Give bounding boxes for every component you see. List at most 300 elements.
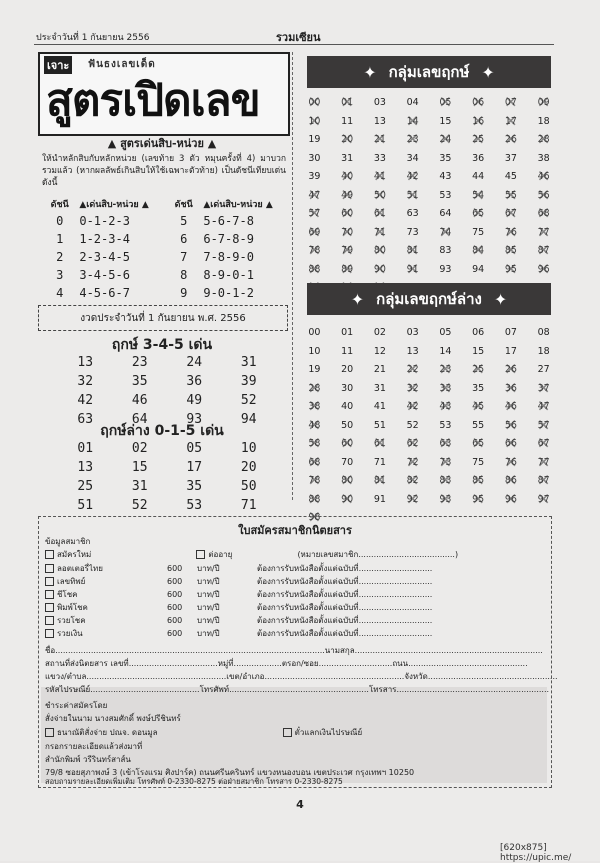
- crossed-number-cell: 60 ✕: [331, 205, 364, 224]
- sparkle-icon: ✦: [481, 62, 495, 82]
- issue-date: ประจำวันที่ 1 กันยายน 2556: [36, 33, 150, 43]
- number-cell: 13: [77, 460, 94, 475]
- index-header: ดัชนี: [50, 200, 69, 210]
- subscription-name: ลอตเตอรี่ไทย: [57, 564, 103, 573]
- crossed-number-cell: 67 ✕: [527, 435, 560, 454]
- formula-row: [40, 230, 288, 248]
- postal-field[interactable]: รหัสไปรษณีย์...........................................โทรศัพท์.......................................................โทรสาร............................................................: [45, 685, 550, 694]
- formula-value: 1-2-3-4: [79, 232, 130, 246]
- crossed-number-cell: 17 ✕: [495, 113, 528, 132]
- number-cell: 31: [373, 382, 386, 394]
- number-cell: 03: [373, 97, 386, 108]
- crossed-number-cell: 21 ✕: [364, 131, 397, 150]
- number-cell: 14: [439, 345, 452, 357]
- crossed-number-cell: 93 ✕: [429, 491, 462, 510]
- number-cell: 20: [240, 460, 257, 475]
- crossed-number-cell: 96 ✕: [495, 491, 528, 510]
- crossed-number-cell: 86 ✕: [495, 472, 528, 491]
- subscription-price: 600: [167, 564, 183, 573]
- crossed-number-cell: 24 ✕: [429, 131, 462, 150]
- crossed-number-cell: 47 ✕: [298, 187, 331, 206]
- crossed-number-cell: 79 ✕: [331, 242, 364, 261]
- formula-value: 8-9-0-1: [203, 268, 254, 282]
- member-info-label: ข้อมูลสมาชิก: [45, 537, 91, 546]
- number-cell: 53: [439, 419, 452, 431]
- crossed-number-cell: 71 ✕: [364, 224, 397, 243]
- crossed-number-cell: 80 ✕: [331, 472, 364, 491]
- office-address: 79/8 ซอยสุภาพงษ์ 3 (เข้าโรงแรม ศิงปาร์ค) ถนนศรีนครินทร์ แขวงหนองบอน เขตประเวศ กรุงเทพฯ 10250: [45, 768, 415, 777]
- crossed-number-cell: 32 ✕: [396, 380, 429, 399]
- index-header: ดัชนี: [174, 200, 193, 210]
- crossed-number-cell: 48 ✕: [298, 417, 331, 436]
- title-box: [38, 52, 290, 136]
- number-cell: 37: [504, 152, 517, 164]
- crossed-number-cell: 22 ✕: [396, 361, 429, 380]
- number-cell: 43: [439, 171, 452, 182]
- title-prefix: เจาะ: [44, 56, 72, 74]
- crossed-number-cell: 89 ✕: [331, 261, 364, 280]
- number-cell: 02: [373, 327, 386, 338]
- subscription-row[interactable]: [45, 627, 543, 640]
- renew-label: ต่ออายุ: [208, 550, 233, 559]
- number-cell: 02: [131, 441, 148, 456]
- number-cell: 35: [439, 152, 452, 164]
- number-cell: 51: [77, 498, 94, 513]
- formula-index: 8: [180, 268, 188, 282]
- crossed-number-cell: 91 ✕: [396, 261, 429, 280]
- draw-date-box: [38, 305, 288, 331]
- number-cell: 36: [186, 374, 203, 389]
- lerk-lang-heading: ฤกษ์ล่าง 0-1-5 เด่น: [100, 423, 224, 439]
- number-cell: 93: [439, 263, 452, 275]
- crossed-number-cell: 98 ✕: [298, 509, 331, 528]
- sparkle-icon: ✦: [350, 289, 365, 309]
- formula-index: 6: [180, 232, 188, 246]
- group-bottom-banner: [307, 283, 551, 315]
- crossed-number-cell: 36 ✕: [495, 380, 528, 399]
- money-order-checkbox[interactable]: [45, 728, 54, 737]
- district-field[interactable]: แขวง/ตำบล.......................................................เขต/อำเภอ.......................................................จังหวัด...................................................: [45, 672, 558, 681]
- sparkle-icon: ✦: [363, 62, 377, 82]
- crossed-number-cell: 45 ✕: [462, 398, 495, 417]
- crossed-number-cell: 60 ✕: [331, 435, 364, 454]
- number-cell: 33: [373, 152, 386, 164]
- formula-row: [40, 248, 288, 266]
- crossed-number-cell: 87 ✕: [527, 242, 560, 261]
- number-cell: 31: [240, 355, 257, 370]
- number-cell: 13: [77, 355, 94, 370]
- number-cell: 05: [439, 327, 452, 338]
- number-cell: 83: [439, 245, 452, 256]
- crossed-number-cell: 43 ✕: [429, 398, 462, 417]
- renew-checkbox[interactable]: [196, 550, 205, 559]
- main-title: สูตรเปิดเลข: [46, 75, 260, 126]
- payment-label: ชำระค่าสมัครโดย: [45, 701, 108, 710]
- crossed-number-cell: 88 ✕: [298, 491, 331, 510]
- crossed-number-cell: 78 ✕: [298, 472, 331, 491]
- number-cell: 32: [77, 374, 94, 389]
- formula-value: 5-6-7-8: [203, 214, 254, 228]
- number-cell: 12: [373, 345, 386, 357]
- formula-heading: ▲ สูตรเด่นสิบ-หน่วย ▲: [107, 137, 217, 150]
- number-cell: 31: [131, 479, 148, 494]
- number-cell: 63: [77, 412, 94, 427]
- crossed-number-cell: 38 ✕: [298, 398, 331, 417]
- number-cell: 39: [308, 171, 321, 182]
- crossed-number-cell: 77 ✕: [527, 224, 560, 243]
- subscription-row[interactable]: [45, 601, 543, 614]
- crossed-number-cell: 70 ✕: [331, 224, 364, 243]
- number-cell: 52: [406, 419, 419, 431]
- title-top-text: ฟันธงเลขเด็ด: [88, 59, 156, 70]
- crossed-number-cell: 61 ✕: [364, 435, 397, 454]
- number-cell: 64: [131, 412, 148, 427]
- subscription-price: 600: [167, 590, 183, 599]
- crossed-number-cell: 74 ✕: [429, 224, 462, 243]
- subscription-price: 600: [167, 616, 183, 625]
- number-cell: 24: [186, 355, 203, 370]
- subscription-note: ต้องการรับหนังสือตั้งแต่ฉบับที่.............................: [257, 590, 433, 599]
- crossed-number-cell: 97 ✕: [527, 491, 560, 510]
- crossed-number-cell: 78 ✕: [298, 242, 331, 261]
- number-cell: 20: [341, 364, 354, 375]
- formula-index: 0: [56, 214, 64, 228]
- number-cell: 35: [131, 374, 148, 389]
- number-cell: 13: [373, 115, 386, 127]
- number-cell: 19: [308, 364, 321, 375]
- office-name: สำนักพิมพ์ วรีรินทร์สาส์น: [45, 755, 131, 764]
- formula-value: 0-1-2-3: [79, 214, 130, 228]
- crossed-number-cell: 06 ✕: [462, 94, 495, 113]
- number-cell: 44: [472, 171, 485, 182]
- subscription-note: ต้องการรับหนังสือตั้งแต่ฉบับที่.............................: [257, 629, 433, 638]
- crossed-number-cell: 47 ✕: [527, 398, 560, 417]
- crossed-number-cell: 58 ✕: [298, 435, 331, 454]
- crossed-number-cell: 81 ✕: [364, 472, 397, 491]
- crossed-number-cell: 41 ✕: [364, 168, 397, 187]
- header-rule: [34, 44, 554, 45]
- subscription-note: ต้องการรับหนังสือตั้งแต่ฉบับที่.............................: [257, 577, 433, 586]
- formula-value: 7-8-9-0: [203, 250, 254, 264]
- crossed-number-cell: 56 ✕: [527, 187, 560, 206]
- formula-row: [40, 266, 288, 284]
- crossed-number-cell: 76 ✕: [495, 454, 528, 473]
- postal-draft-checkbox[interactable]: [283, 728, 292, 737]
- crossed-number-cell: 85 ✕: [462, 472, 495, 491]
- number-cell: 94: [472, 263, 485, 275]
- crossed-number-cell: 57 ✕: [527, 417, 560, 436]
- crossed-number-cell: 46 ✕: [495, 398, 528, 417]
- crossed-number-cell: 88 ✕: [298, 261, 331, 280]
- sparkle-icon: ✦: [493, 289, 508, 309]
- formula-value: 3-4-5-6: [79, 268, 130, 282]
- number-cell: 41: [373, 401, 386, 412]
- subscription-price: 600: [167, 577, 183, 586]
- number-cell: 08: [537, 327, 550, 338]
- subscription-name: รวยเงิน: [57, 629, 83, 638]
- crossed-number-cell: 96 ✕: [527, 261, 560, 280]
- subscription-note: ต้องการรับหนังสือตั้งแต่ฉบับที่.............................: [257, 616, 433, 625]
- brand-logo: รวมเซียน: [276, 31, 321, 44]
- address-field[interactable]: สถานที่ส่งนิตยสาร เลขที่...................................หมู่ที่...................ตรอก/ซอย.............................ถนน...............................................: [45, 659, 528, 668]
- subscription-unit: บาท/ปี: [197, 629, 220, 638]
- number-cell: 36: [472, 152, 485, 164]
- number-cell: 51: [373, 419, 386, 431]
- crossed-number-cell: 63 ✕: [429, 435, 462, 454]
- subscription-checkbox[interactable]: [45, 564, 54, 573]
- crossed-number-cell: 01 ✕: [331, 94, 364, 113]
- formula-index: 7: [180, 250, 188, 264]
- number-cell: 38: [537, 152, 550, 164]
- crossed-number-cell: 26 ✕: [495, 131, 528, 150]
- subscription-row[interactable]: [45, 614, 543, 627]
- form-title: ใบสมัครสมาชิกนิตยสาร: [238, 524, 352, 537]
- formula-value: 4-5-6-7: [79, 286, 130, 300]
- formula-index: 3: [56, 268, 64, 282]
- formula-index: 4: [56, 286, 64, 300]
- number-cell: 30: [308, 152, 321, 164]
- number-cell: 25: [77, 479, 94, 494]
- number-cell: 18: [537, 345, 550, 357]
- number-cell: 49: [186, 393, 203, 408]
- number-cell: 52: [131, 498, 148, 513]
- name-field[interactable]: ชื่อ..........................................................................................................นามสกุล..........................................................................: [45, 646, 543, 655]
- subscription-row[interactable]: [45, 575, 543, 588]
- subscription-unit: บาท/ปี: [197, 603, 220, 612]
- formula-value: 9-0-1-2: [203, 286, 254, 300]
- formula-table: [40, 196, 288, 302]
- number-cell: 00: [308, 327, 321, 338]
- contact-info: สอบถามรายละเอียดเพิ่มเติม โทรศัพท์ 0-2330-8275 ต่อฝ่ายสมาชิก โทรสาร 0-2330-8275: [45, 777, 343, 786]
- number-cell: 42: [77, 393, 94, 408]
- number-cell: 23: [131, 355, 148, 370]
- number-cell: 11: [341, 345, 354, 357]
- crossed-number-cell: 25 ✕: [462, 131, 495, 150]
- crossed-number-cell: 00 ✕: [298, 94, 331, 113]
- number-cell: 71: [373, 456, 386, 468]
- crossed-number-cell: 76 ✕: [495, 224, 528, 243]
- crossed-number-cell: 42 ✕: [396, 168, 429, 187]
- number-cell: 63: [406, 208, 419, 219]
- formula-index: 1: [56, 232, 64, 246]
- value-header: ▲เด่นสิบ-หน่วย ▲: [79, 200, 149, 210]
- subscription-checkbox[interactable]: [45, 577, 54, 586]
- subscription-checkbox[interactable]: [45, 616, 54, 625]
- column-divider: [292, 52, 293, 500]
- postal-draft-label: ตั๋วแลกเงินไปรษณีย์: [294, 728, 363, 737]
- crossed-number-cell: 09 ✕: [527, 94, 560, 113]
- crossed-number-cell: 95 ✕: [495, 261, 528, 280]
- formula-value: 6-7-8-9: [203, 232, 254, 246]
- subscription-name: ชีโชค: [57, 590, 78, 599]
- number-cell: 17: [186, 460, 203, 475]
- number-cell: 64: [439, 208, 452, 219]
- subscription-unit: บาท/ปี: [197, 577, 220, 586]
- number-cell: 01: [341, 327, 354, 338]
- new-member-checkbox[interactable]: [45, 550, 54, 559]
- number-cell: 93: [186, 412, 203, 427]
- number-cell: 40: [341, 401, 354, 412]
- value-header: ▲เด่นสิบ-หน่วย ▲: [203, 200, 273, 210]
- crossed-number-cell: 62 ✕: [396, 435, 429, 454]
- number-cell: 55: [472, 419, 485, 431]
- crossed-number-cell: 84 ✕: [462, 242, 495, 261]
- crossed-number-cell: 69 ✕: [298, 224, 331, 243]
- subscription-name: รวยโชค: [57, 616, 86, 625]
- number-cell: 06: [472, 327, 485, 338]
- subscription-unit: บาท/ปี: [197, 564, 220, 573]
- crossed-number-cell: 28 ✕: [298, 380, 331, 399]
- payee-label: สั่งจ่ายในนาม นางสมศักดิ์ พงษ์ปรีชินทร์: [45, 714, 181, 723]
- crossed-number-cell: 68 ✕: [298, 454, 331, 473]
- crossed-number-cell: 90 ✕: [331, 491, 364, 510]
- subscription-unit: บาท/ปี: [197, 616, 220, 625]
- crossed-number-cell: 61 ✕: [364, 205, 397, 224]
- number-cell: 46: [131, 393, 148, 408]
- number-cell: 05: [186, 441, 203, 456]
- crossed-number-cell: 95 ✕: [462, 491, 495, 510]
- number-cell: 53: [186, 498, 203, 513]
- crossed-number-cell: 65 ✕: [462, 205, 495, 224]
- subscription-note: ต้องการรับหนังสือตั้งแต่ฉบับที่.............................: [257, 564, 433, 573]
- number-cell: 10: [308, 345, 321, 357]
- crossed-number-cell: 51 ✕: [396, 187, 429, 206]
- group-top-heading: กลุ่มเลขฤกษ์: [388, 63, 470, 81]
- lerk-lang-number-grid: [58, 439, 276, 515]
- crossed-number-cell: 14 ✕: [396, 113, 429, 132]
- formula-row: [40, 212, 288, 230]
- crossed-number-cell: 68 ✕: [527, 205, 560, 224]
- number-cell: 11: [341, 115, 354, 127]
- number-cell: 35: [186, 479, 203, 494]
- crossed-number-cell: 42 ✕: [396, 398, 429, 417]
- number-cell: 45: [504, 171, 517, 182]
- number-cell: 18: [537, 115, 550, 127]
- crossed-number-cell: 92 ✕: [396, 491, 429, 510]
- number-cell: 30: [341, 382, 354, 394]
- crossed-number-cell: 65 ✕: [462, 435, 495, 454]
- number-cell: 94: [240, 412, 257, 427]
- number-cell: 07: [504, 327, 517, 338]
- crossed-number-cell: 80 ✕: [364, 242, 397, 261]
- number-cell: 73: [406, 226, 419, 238]
- number-cell: 35: [472, 382, 485, 394]
- crossed-number-cell: 07 ✕: [495, 94, 528, 113]
- crossed-number-cell: 10 ✕: [298, 113, 331, 132]
- new-member-label: สมัครใหม่: [57, 550, 92, 559]
- crossed-number-cell: 26 ✕: [495, 361, 528, 380]
- subscription-checkbox[interactable]: [45, 590, 54, 599]
- group-top-banner: [307, 56, 551, 88]
- number-cell: 52: [240, 393, 257, 408]
- formula-index: 5: [180, 214, 188, 228]
- crossed-number-cell: 05 ✕: [429, 94, 462, 113]
- payment-methods-row: [45, 726, 543, 739]
- fill-note: กรอกรายละเอียดแล้วส่งมาที่: [45, 742, 143, 751]
- number-cell: 13: [406, 345, 419, 357]
- crossed-number-cell: 73 ✕: [429, 454, 462, 473]
- crossed-number-cell: 90 ✕: [364, 261, 397, 280]
- number-cell: 17: [504, 345, 517, 357]
- crossed-number-cell: 46 ✕: [527, 168, 560, 187]
- crossed-number-cell: 23 ✕: [429, 361, 462, 380]
- number-cell: 50: [341, 419, 354, 431]
- money-order-label: ธนาณัติสั่งจ่าย ปณจ. ดอนมูล: [57, 728, 158, 737]
- membership-type-row: [45, 548, 543, 561]
- subscription-price: 600: [167, 629, 183, 638]
- crossed-number-cell: 25 ✕: [462, 361, 495, 380]
- number-cell: 10: [240, 441, 257, 456]
- crossed-number-cell: 28 ✕: [527, 131, 560, 150]
- number-cell: 53: [439, 189, 452, 201]
- subscription-name: เลขทิพย์: [57, 577, 86, 586]
- subscription-name: พิมพ์โชค: [57, 603, 88, 612]
- crossed-number-cell: 23 ✕: [396, 131, 429, 150]
- crossed-number-cell: 82 ✕: [396, 472, 429, 491]
- number-cell: 39: [240, 374, 257, 389]
- crossed-number-cell: 72 ✕: [396, 454, 429, 473]
- crossed-number-cell: 83 ✕: [429, 472, 462, 491]
- subscription-row[interactable]: [45, 588, 543, 601]
- number-cell: 70: [341, 456, 354, 468]
- number-cell: 19: [308, 134, 321, 145]
- number-cell: 03: [406, 327, 419, 338]
- number-cell: 01: [77, 441, 94, 456]
- subscription-checkbox[interactable]: [45, 629, 54, 638]
- subscription-note: ต้องการรับหนังสือตั้งแต่ฉบับที่.............................: [257, 603, 433, 612]
- crossed-number-cell: 85 ✕: [495, 242, 528, 261]
- formula-index: 9: [180, 286, 188, 300]
- crossed-number-cell: 33 ✕: [429, 380, 462, 399]
- number-cell: 91: [373, 493, 386, 505]
- crossed-number-cell: 37 ✕: [527, 380, 560, 399]
- number-cell: 21: [373, 364, 386, 375]
- subscription-form: [38, 516, 558, 788]
- crossed-number-cell: 54 ✕: [462, 187, 495, 206]
- watermark-text: [620x875] https://upic.me/: [500, 843, 572, 863]
- group-top-grid: [298, 94, 560, 298]
- subscription-row[interactable]: [45, 562, 543, 575]
- page-number: 4: [296, 798, 304, 811]
- formula-description: ให้นำหลักสิบกับหลักหน่วย (เลขท้าย 3 ตัว หมุนครั้งที่ 4) มาบวกรวมแล้ว (หากผลลัพธ์เกินสิบให้ใช้เฉพาะตัวท้าย) เป็นดัชนีเทียบเด่นดังนี้: [42, 154, 286, 188]
- crossed-number-cell: 81 ✕: [396, 242, 429, 261]
- formula-index: 2: [56, 250, 64, 264]
- crossed-number-cell: 49 ✕: [331, 187, 364, 206]
- number-cell: 04: [406, 97, 419, 108]
- crossed-number-cell: 55 ✕: [495, 187, 528, 206]
- subscription-unit: บาท/ปี: [197, 590, 220, 599]
- number-cell: 31: [341, 152, 354, 164]
- draw-date: งวดประจำวันที่ 1 กันยายน พ.ศ. 2556: [80, 312, 246, 324]
- number-cell: 15: [439, 115, 452, 127]
- number-cell: 27: [537, 364, 550, 375]
- crossed-number-cell: 87 ✕: [527, 472, 560, 491]
- member-number-field[interactable]: (หมายเลขสมาชิก......................................): [297, 550, 459, 559]
- crossed-number-cell: 67 ✕: [495, 205, 528, 224]
- lerk-number-grid: [58, 353, 276, 429]
- subscription-price: 600: [167, 603, 183, 612]
- number-cell: 50: [240, 479, 257, 494]
- crossed-number-cell: 40 ✕: [331, 168, 364, 187]
- number-cell: 15: [131, 460, 148, 475]
- number-cell: 34: [406, 152, 419, 164]
- lerk-heading: ฤกษ์ 3-4-5 เด่น: [111, 337, 213, 353]
- subscription-checkbox[interactable]: [45, 603, 54, 612]
- crossed-number-cell: 56 ✕: [495, 417, 528, 436]
- number-cell: 75: [472, 456, 485, 468]
- number-cell: 71: [240, 498, 257, 513]
- crossed-number-cell: 50 ✕: [364, 187, 397, 206]
